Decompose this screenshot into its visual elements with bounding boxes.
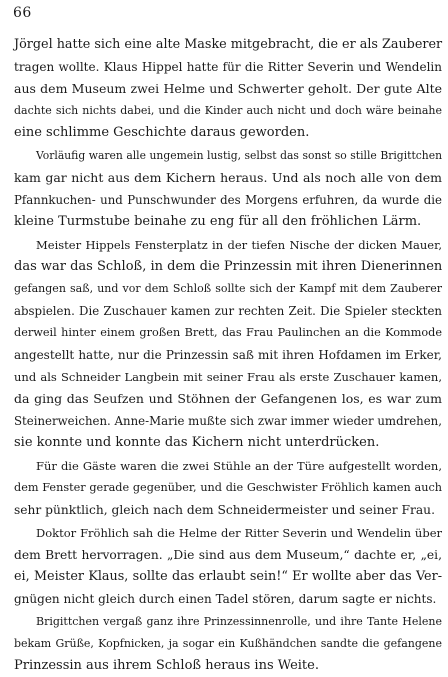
- text-line: dem Brett hervorragen. „Die sind aus dem Museum,“ dachte er, „ei,: [14, 548, 442, 562]
- text-line: Meister Hippels Fensterplatz in der tiefen Nische der dicken Mauer,: [36, 238, 442, 252]
- text-line: derweil hinter einem großen Brett, das Frau Paulinchen an die Kommode: [14, 326, 442, 339]
- text-line: sehr pünktlich, gleich nach dem Schneidermeister und seiner Frau.: [14, 503, 435, 517]
- paragraph: [14, 455, 442, 521]
- text-line: ei, Meister Klaus, sollte das erlaubt sein!“ Er wollte aber das Ver-: [14, 569, 442, 584]
- text-line: Jörgel hatte sich eine alte Maske mitgebracht, die er als Zauberer: [14, 37, 443, 52]
- text-line: das war das Schloß, in dem die Prinzessin mit ihren Dienerinnen: [14, 259, 443, 274]
- text-line: da ging das Seufzen und Stöhnen der Gefangenen los, es war zum: [14, 391, 442, 406]
- text-line: tragen wollte. Klaus Hippel hatte für die Ritter Severin und Wendelin: [14, 60, 442, 74]
- text-line: dem Fenster gerade gegenüber, und die Geschwister Fröhlich kamen auch: [14, 481, 442, 494]
- text-line: kleine Turmstube beinahe zu eng für all den fröhlichen Lärm.: [14, 214, 422, 229]
- paragraph: [14, 522, 442, 610]
- text-line: Pfannkuchen- und Punschwunder des Morgens erfuhren, da wurde die: [14, 193, 442, 207]
- text-line: aus dem Museum zwei Helme und Schwerter geholt. Der gute Alte: [14, 81, 442, 96]
- paragraph: [14, 34, 442, 144]
- page-number: 66: [13, 5, 32, 21]
- text-line: Vorläufig waren alle ungemein lustig, selbst das sonst so stille Brigittchen: [36, 149, 442, 162]
- text-line: gnügen nicht gleich durch einen Tadel stören, darum sagte er nichts.: [14, 592, 437, 606]
- text-line: Prinzessin aus ihrem Schloß heraus ins Weite.: [14, 658, 319, 673]
- text-line: angestellt hatte, nur die Prinzessin saß mit ihren Hofdamen im Erker,: [14, 348, 442, 362]
- text-line: bekam Grüße, Kopfnicken, ja sogar ein Kußhändchen sandte die gefangene: [14, 637, 442, 650]
- paragraph: [14, 234, 442, 454]
- text-line: Brigittchen vergaß ganz ihre Prinzessinnenrolle, und ihre Tante Helene: [36, 615, 442, 628]
- text-line: sie konnte und konnte das Kichern nicht unterdrücken.: [14, 435, 380, 450]
- text-line: eine schlimme Geschichte daraus geworden.: [14, 125, 310, 140]
- text-line: Steinerweichen. Anne-Marie mußte sich zwar immer wieder umdrehen,: [14, 414, 442, 428]
- text-line: abspielen. Die Zuschauer kamen zur rechten Zeit. Die Spieler steckten: [14, 304, 442, 318]
- body-text: [14, 34, 442, 677]
- text-line: dachte sich nichts dabei, und die Kinder auch nicht und doch wäre beinahe: [14, 104, 442, 117]
- text-line: Für die Gäste waren die zwei Stühle an der Türe aufgestellt worden,: [36, 459, 442, 473]
- text-line: Doktor Fröhlich sah die Helme der Ritter Severin und Wendelin über: [36, 526, 442, 540]
- text-line: und als Schneider Langbein mit seiner Frau als erste Zuschauer kamen,: [14, 370, 442, 384]
- paragraph: [14, 611, 442, 677]
- text-line: gefangen saß, und vor dem Schloß sollte sich der Kampf mit dem Zauberer: [14, 282, 442, 295]
- text-line: kam gar nicht aus dem Kichern heraus. Und als noch alle von dem: [14, 170, 442, 185]
- paragraph: [14, 145, 442, 233]
